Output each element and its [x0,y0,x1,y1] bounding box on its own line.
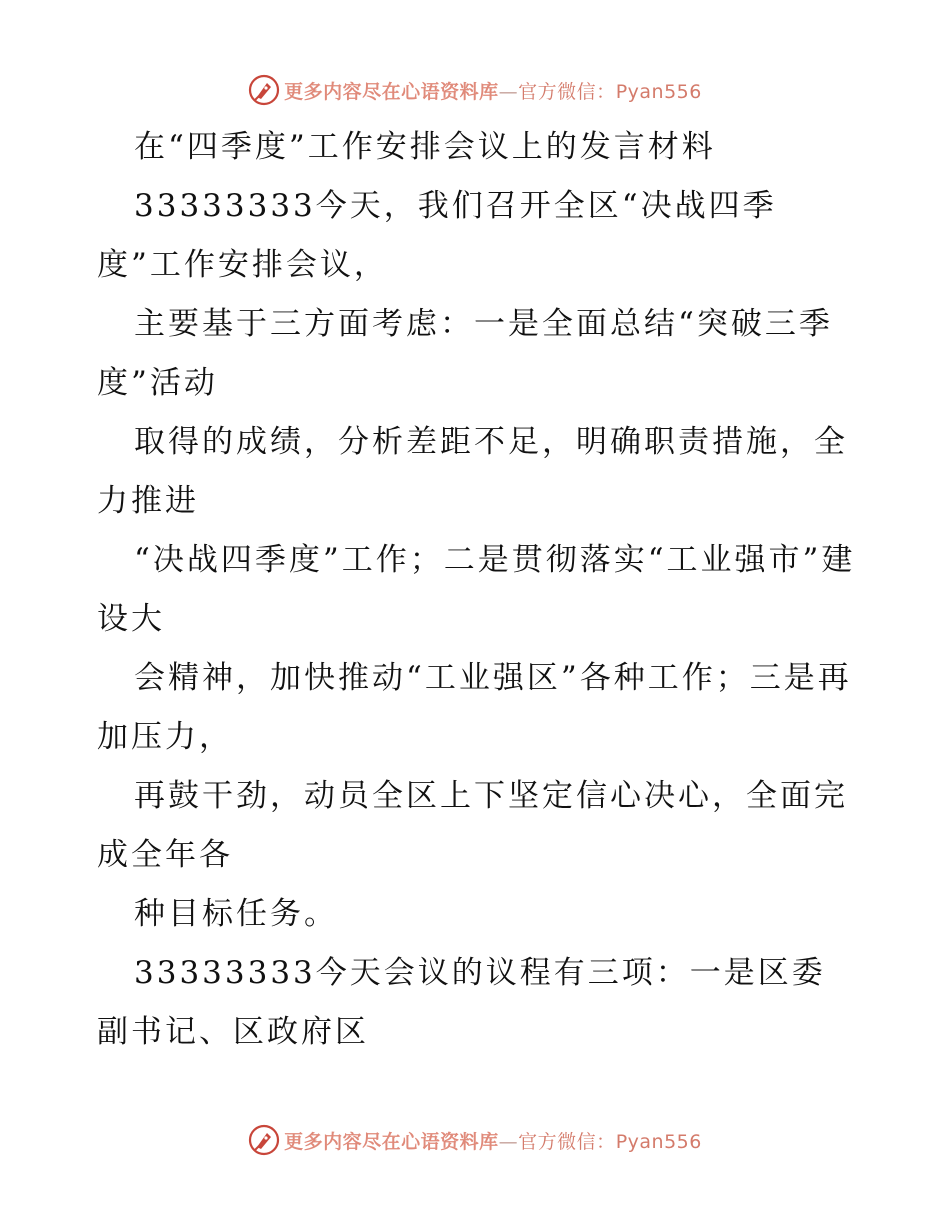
watermark-text [284,1127,702,1154]
brand-text: 更多内容尽在心语资料库 [284,1130,499,1153]
paragraph: 再鼓干劲，动员全区上下坚定信心决心，全面完成全年各 [97,778,848,873]
pen-nib-logo-icon [248,1124,280,1156]
separator: — [498,1130,519,1153]
wechat-id: Pyan556 [615,80,702,103]
footer-watermark-banner [0,1120,950,1160]
brand-text: 更多内容尽在心语资料库 [284,80,499,103]
document-title: 在“四季度”工作安排会议上的发言材料 [134,129,716,165]
pen-nib-logo-icon [248,74,280,106]
paragraph: 种目标任务。 [134,896,338,932]
header-watermark-banner [0,70,950,110]
watermark-text [284,77,702,104]
separator: — [498,80,519,103]
wechat-id: Pyan556 [615,1130,702,1153]
paragraph: 取得的成绩，分析差距不足，明确职责措施，全力推进 [97,424,848,519]
wechat-label: 官方微信： [518,80,616,103]
paragraph: “决战四季度”工作；二是贯彻落实“工业强市”建设大 [97,542,856,637]
paragraph: 33333333今天会议的议程有三项：一是区委副书记、区政府区 [97,955,826,1050]
wechat-label: 官方微信： [518,1130,616,1153]
document-body [97,118,857,1062]
paragraph: 33333333今天，我们召开全区“决战四季度”工作安排会议， [97,188,777,283]
paragraph: 主要基于三方面考虑：一是全面总结“突破三季度”活动 [97,306,833,401]
paragraph: 会精神，加快推动“工业强区”各种工作；三是再加压力， [97,660,852,755]
